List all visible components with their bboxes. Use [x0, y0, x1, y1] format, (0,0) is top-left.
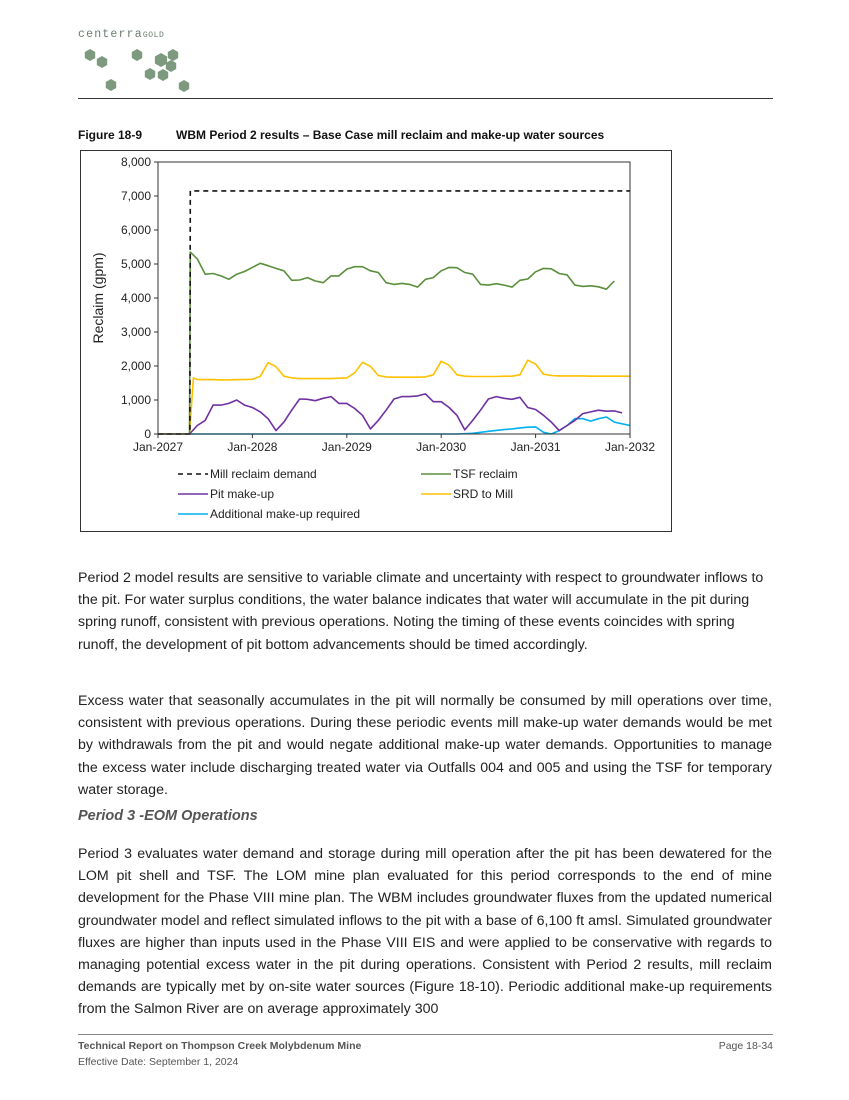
reclaim-chart	[80, 150, 672, 532]
figure-title: WBM Period 2 results – Base Case mill reclaim and make-up water sources	[176, 128, 605, 142]
logo-hexagon	[106, 79, 116, 91]
x-tick-label: Jan-2030	[416, 440, 467, 454]
x-tick-label: Jan-2032	[604, 440, 656, 454]
legend-label: TSF reclaim	[453, 467, 518, 481]
y-tick-label: 8,000	[120, 155, 151, 169]
series-line-mill-reclaim-demand	[158, 191, 630, 434]
x-tick-label: Jan-2027	[132, 440, 184, 454]
figure-caption	[78, 128, 604, 142]
legend-label: Pit make-up	[210, 487, 275, 501]
logo-hexagon	[168, 49, 178, 61]
plot-area-frame	[158, 162, 630, 434]
logo-hexagon	[97, 56, 107, 68]
logo-hexagon	[85, 49, 95, 61]
x-tick-label: Jan-2031	[510, 440, 561, 454]
series-line-pit-make-up	[158, 394, 622, 434]
y-tick-label: 3,000	[120, 325, 151, 339]
logo-main-text: centerra	[78, 28, 143, 41]
logo-hexagon	[132, 49, 142, 61]
logo-hexagon	[145, 68, 155, 80]
logo-hexagon	[179, 80, 189, 92]
legend-label: SRD to Mill	[453, 487, 514, 501]
y-tick-label: 2,000	[120, 359, 151, 373]
y-tick-label: 7,000	[120, 189, 151, 203]
paragraph-period3: Period 3 evaluates water demand and storage during mill operation after the pit has been dewatered for the LOM pit shell and TSF. The LOM mine plan evaluated for this period corresponds to the end of mine development for the Phase VIII mine plan. The WBM includes groundwater fluxes from the updated numerical groundwater model and reflect simulated inflows to the pit with a base of 6,100 ft amsl. Simulated groundwater fluxes are higher than inputs used in the Phase VIII EIS and were applied to be conservative with regards to managing potential excess water in the pit during operations. Consistent with Period 2 results, mill reclaim demands are typically met by on-site water sources (Figure 18-10). Periodic additional make-up requirements from the Salmon River are on average approximately 300	[78, 846, 772, 1018]
footer-page-number: Page 18-34	[718, 1040, 773, 1052]
figure-number: Figure 18-9	[78, 128, 143, 142]
footer-effective-date: Effective Date: September 1, 2024	[78, 1056, 239, 1068]
series-line-tsf-reclaim	[158, 252, 614, 434]
y-tick-label: 4,000	[120, 291, 151, 305]
logo-hexagon	[166, 60, 176, 72]
series-line-additional-make-up-required	[158, 417, 630, 434]
x-tick-label: Jan-2029	[321, 440, 372, 454]
company-logo	[78, 28, 208, 94]
reclaim-chart-svg	[81, 151, 671, 531]
legend-label: Mill reclaim demand	[210, 467, 317, 481]
y-tick-label: 0	[144, 427, 151, 441]
section-heading-period3: Period 3 -EOM Operations	[78, 808, 258, 824]
y-tick-label: 5,000	[120, 257, 151, 271]
x-tick-label: Jan-2028	[227, 440, 278, 454]
y-axis-label: Reclaim (gpm)	[90, 252, 106, 344]
paragraph-period2-sensitivity: Period 2 model results are sensitive to variable climate and uncertainty with respect to groundwater inflows to the pit. For water surplus conditions, the water balance indicates that water will accumulate in the pit during spring runoff, consistent with previous operations. Noting the timing of these events coincides with spring runoff, the development of pit bottom advancements should be timed accordingly.	[78, 570, 764, 653]
series-line-srd-to-mill	[158, 360, 630, 434]
logo-hexagon-mark-icon	[78, 28, 208, 94]
logo-hexagon	[158, 69, 168, 81]
logo-sub-text: GOLD	[142, 31, 165, 40]
legend-label: Additional make-up required	[210, 507, 361, 521]
logo-hexagon	[155, 53, 167, 67]
footer-divider	[78, 1034, 773, 1035]
paragraph-excess-water: Excess water that seasonally accumulates in the pit will normally be consumed by mill operations over time, consistent with previous operations. During these periodic events mill make-up water demands would be met by withdrawals from the pit and would negate additional make-up water demands. Opportunities to manage the excess water include discharging treated water via Outfalls 004 and 005 and using the TSF for temporary water storage.	[78, 693, 772, 798]
y-tick-label: 1,000	[120, 393, 151, 407]
footer-report-title: Technical Report on Thompson Creek Molybdenum Mine	[78, 1040, 362, 1052]
y-tick-label: 6,000	[120, 223, 151, 237]
header-divider	[78, 98, 773, 99]
